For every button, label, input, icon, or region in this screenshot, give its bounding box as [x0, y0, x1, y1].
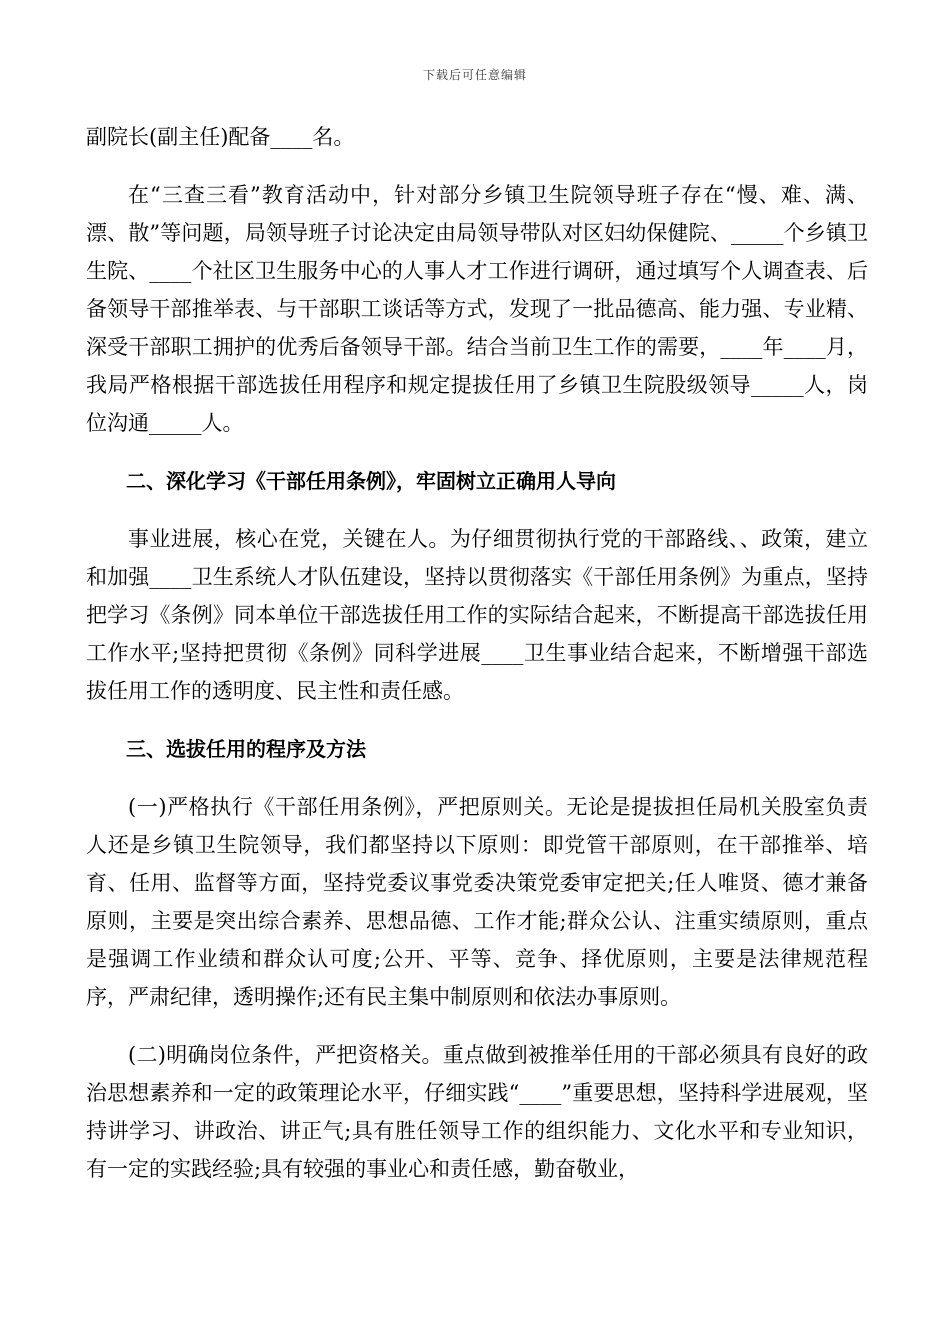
paragraph-principles: (一)严格执行《干部任用条例》，严把原则关。无论是提拔担任局机关股室负责人还是乡镇卫生院领导，我们都坚持以下原则：即党管干部原则，在干部推举、培育、任用、监督等方面，坚持党委议事党委决策党委审定把关;任人唯贤、德才兼备原则，主要是突出综合素养、思想品德、工作才能;群众公认、注重实绩原则，重点是强调工作业绩和群众认可度;公开、平等、竞争、择优原则，主要是法律规范程序，严肃纪律，透明操作;还有民主集中制原则和依法办事原则。: [86, 795, 868, 1009]
paragraph-gap: [86, 442, 868, 462]
section-heading-2: 二、深化学习《干部任用条例》，牢固树立正确用人导向: [126, 469, 616, 493]
paragraph-gap: [86, 768, 868, 788]
paragraph-investigation: 在“三查三看”教育活动中，针对部分乡镇卫生院领导班子存在“慢、难、满、漂、散”等问题，局领导班子讨论决定由局领导带队对区妇幼保健院、_____个乡镇卫生院、____个社区卫生服务中心的人事人才工作进行调研，通过填写个人调查表、后备领导干部推举表、与干部职工谈话等方式，发现了一批品德高、能力强、专业精、深受干部职工拥护的优秀后备领导干部。结合当前卫生工作的需要，____年____月，我局严格根据干部选拔任用程序和规定提拔任用了乡镇卫生院股级领导_____人，岗位沟通_____人。: [86, 183, 868, 435]
paragraph-gap: [86, 710, 868, 730]
section-heading-3: 三、选拔任用的程序及方法: [126, 737, 366, 761]
paragraph-gap: [86, 1016, 868, 1036]
paragraph-continuation: 副院长(副主任)配备____名。: [86, 125, 355, 149]
page-header-note: 下载后可任意编辑: [422, 68, 527, 82]
paragraph-study-regulations: 事业进展，核心在党，关键在人。为仔细贯彻执行党的干部路线、、政策，建立和加强____卫生系统人才队伍建设，坚持以贯彻落实《干部任用条例》为重点，坚持把学习《条例》同本单位干部选拔任用工作的实际结合起来，不断提高干部选拔任用工作水平;坚持把贯彻《条例》同科学进展____卫生事业结合起来，不断增强干部选拔任用工作的透明度、民主性和责任感。: [86, 527, 868, 703]
document-body: [86, 118, 868, 1188]
paragraph-gap: [86, 156, 868, 176]
paragraph-qualifications: (二)明确岗位条件，严把资格关。重点做到被推举任用的干部必须具有良好的政治思想素养和一定的政策理论水平，仔细实践“____”重要思想，坚持科学进展观，坚持讲学习、讲政治、讲正气;具有胜任领导工作的组织能力、文化水平和专业知识，有一定的实践经验;具有较强的事业心和责任感，勤奋敬业，: [86, 1043, 868, 1181]
paragraph-gap: [86, 500, 868, 520]
